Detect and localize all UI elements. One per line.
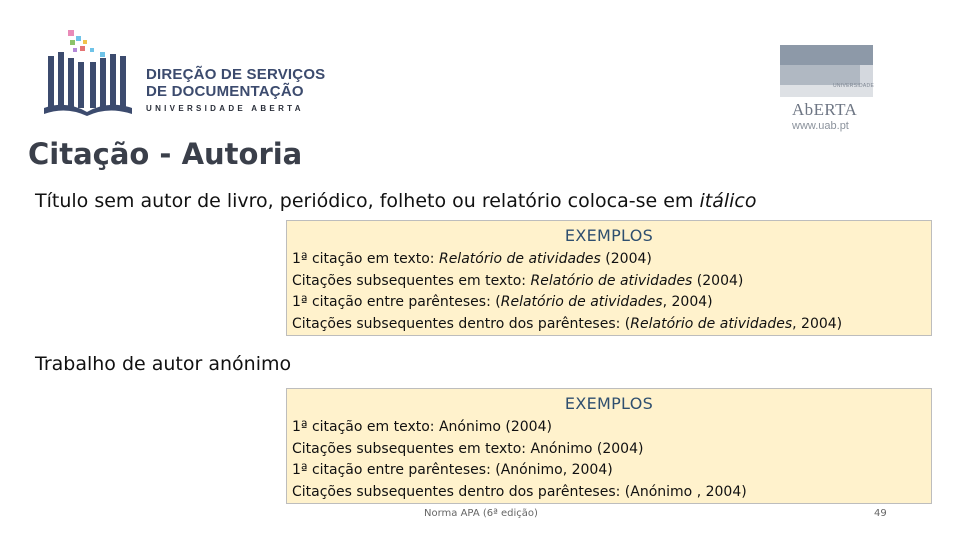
aberta-logo (780, 45, 880, 137)
logo-block (860, 65, 873, 85)
example-title: Relatório de atividades (438, 251, 601, 267)
section-1-heading (35, 190, 756, 212)
examples-list (292, 417, 747, 503)
example-line: Citações subsequentes em texto: Anónimo (2004) (292, 440, 644, 457)
dsd-logo (40, 28, 330, 116)
example-title: Relatório de atividades (530, 272, 693, 289)
examples-box-2 (286, 388, 932, 504)
example-text: 1ª citação entre parênteses: ( (292, 294, 501, 310)
examples-box-1 (286, 220, 932, 336)
logo-line-2: DE DOCUMENTAÇÃO (146, 83, 304, 100)
aberta-small-text: UNIVERSIDADE (833, 83, 875, 89)
slide-title: Citação - Autoria (28, 137, 303, 171)
aberta-url: www.uab.pt (792, 120, 849, 132)
example-line: 1ª citação entre parênteses: (Anónimo, 2004) (292, 462, 613, 478)
example-text: (2004) (692, 272, 744, 289)
example-text: , 2004) (662, 294, 713, 310)
section-1-heading-text: Título sem autor de livro, periódico, folheto ou relatório coloca-se em (35, 190, 700, 212)
example-line (292, 249, 842, 271)
logo-line-3: UNIVERSIDADE ABERTA (146, 104, 304, 113)
logo-block (780, 65, 860, 85)
examples-label: EXEMPLOS (564, 394, 654, 413)
section-1-heading-italic: itálico (699, 190, 757, 212)
example-line (292, 292, 842, 314)
open-book-icon (40, 28, 140, 116)
example-title: Relatório de atividades (500, 294, 663, 310)
example-text: 1ª citação em texto: (292, 251, 439, 267)
section-2-heading: Trabalho de autor anónimo (35, 353, 292, 375)
example-line: 1ª citação em texto: Anónimo (2004) (292, 419, 552, 435)
examples-label: EXEMPLOS (564, 226, 654, 245)
example-text: (2004) (600, 251, 652, 267)
logo-line-1: DIREÇÃO DE SERVIÇOS (146, 66, 326, 83)
aberta-name: AbERTA (792, 100, 858, 119)
example-text: , 2004) (792, 315, 843, 332)
example-line (292, 314, 842, 336)
example-text: Citações subsequentes dentro dos parênteses: ( (292, 315, 631, 332)
page-number: 49 (874, 508, 887, 519)
footer-text: Norma APA (6ª edição) (424, 508, 538, 519)
examples-list (292, 249, 842, 335)
example-title: Relatório de atividades (630, 315, 793, 332)
example-line (292, 271, 842, 293)
example-line: Citações subsequentes dentro dos parênteses: (Anónimo , 2004) (292, 483, 747, 500)
logo-block (780, 45, 873, 65)
example-text: Citações subsequentes em texto: (292, 272, 531, 289)
